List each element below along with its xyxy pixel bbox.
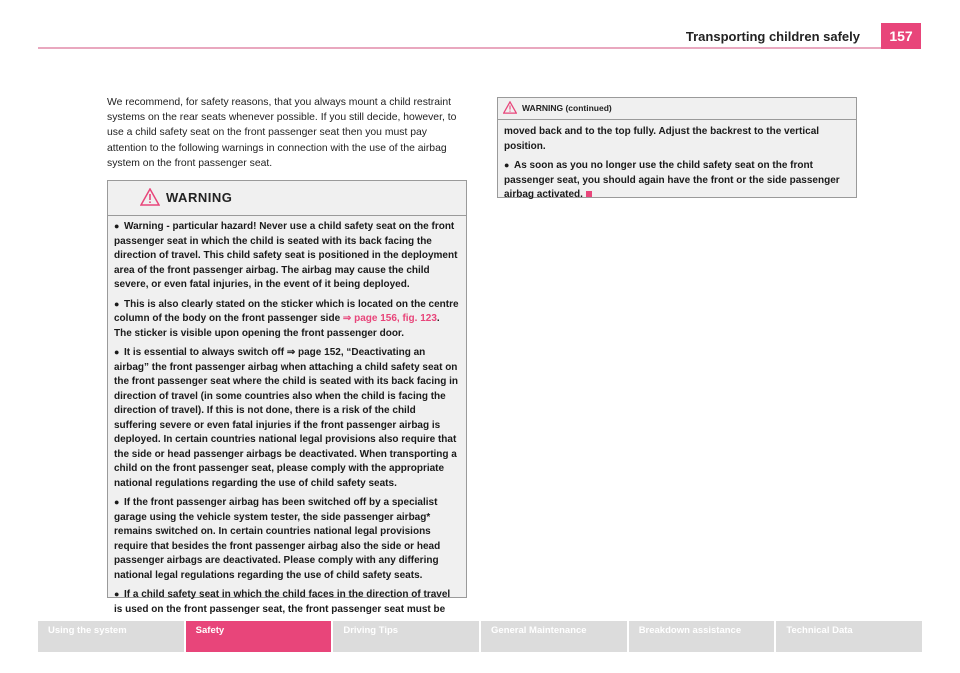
- page-title: Transporting children safely: [685, 29, 860, 44]
- warning-item: ● It is essential to always switch off ⇒ page 152, “Deactivating an airbag” the front passenger airbag when attaching a child safety seat on the front passenger seat where the child is seated with its back facing in direction of travel (in some countries also when the child is facing the direction of travel). If this is not done, there is a risk of the child suffering severe or even fatal injuries if the front passenger airbag is deployed. In certain countries national legal provisions also require that the side or head passenger airbags be deactivated. When transporting a child on the front passenger seat, please comply with the appropriate national regulations regarding the use of child safety seats.: [114, 347, 458, 489]
- warning-item-text: Warning - particular hazard! Never use a child safety seat on the front passenger seat in which the child is seated with its back facing the direction of travel. This child safety seat is positioned in the deployment area of the front passenger airbag. The airbag may cause the child severe, or even fatal injuries, in the event of it being deployed.: [114, 221, 458, 290]
- section-end-marker: [586, 191, 592, 197]
- warning-item-text: If a child safety seat in which the child faces in the direction of travel is used on the front passenger seat, the front passenger seat must be: [114, 589, 451, 615]
- warning-item-text: As soon as you no longer use the child safety seat on the front passenger seat, you should again have the front or the side passenger airbag activated.: [504, 160, 840, 200]
- page-reference-link[interactable]: page 156, fig. 123: [354, 313, 437, 324]
- warning-item: ● This is also clearly stated on the sticker which is located on the centre column of the body on the front passenger side ⇒ page 156, fig. 123. The sticker is visible upon opening the front passenger door.: [114, 298, 459, 339]
- warning-item: ● If the front passenger airbag has been switched off by a specialist garage using the vehicle system tester, the side passenger airbag* remains switched on. In certain countries national legal provisions require that besides the front passenger airbag also the side or head passenger airbags are deactivated. Please comply with any differing national legal regulations regarding the use of child safety seats.: [114, 497, 441, 581]
- arrow-right-icon: ⇒: [286, 347, 296, 358]
- warning-item-text: It is essential to always switch off: [124, 347, 285, 358]
- warning-continued-box: [497, 97, 857, 198]
- warning-box: [107, 180, 467, 615]
- warning-item: ● If a child safety seat in which the child faces in the direction of travel is used on the front passenger seat, the front passenger seat must be: [114, 589, 451, 615]
- warning-header: [108, 181, 466, 216]
- warning-title: WARNING: [166, 190, 233, 205]
- page-number: 157: [881, 23, 921, 49]
- tab-using-the-system[interactable]: Using the system: [38, 621, 184, 652]
- tab-general-maintenance[interactable]: General Maintenance: [481, 621, 627, 652]
- header-divider: [38, 47, 881, 49]
- tab-safety[interactable]: Safety: [186, 621, 332, 652]
- warning-item-text: If the front passenger airbag has been switched off by a specialist garage using the vehicle system tester, the side passenger airbag* remains switched on. In certain countries national legal provisions require that besides the front passenger airbag also the side or head passenger airbags are deactivated. Please comply with any differing national legal regulations regarding the use of child safety seats.: [114, 497, 441, 581]
- warning-item-text: . The sticker is visible upon opening the front passenger door.: [114, 313, 440, 339]
- warning-item: ● Warning - particular hazard! Never use a child safety seat on the front passenger seat in which the child is seated with its back facing the direction of travel. This child safety seat is positioned in the deployment area of the front passenger airbag. The airbag may cause the child severe, or even fatal injuries, in the event of it being deployed.: [114, 221, 458, 290]
- warning-item-text: page 152, “Deactivating an airbag” the front passenger airbag when attaching a child safety seat on the front passenger seat where the child is seated with its back facing in direction of travel (in some countries also when the child is facing the direction of travel). If this is not done, there is a risk of the child suffering severe or even fatal injuries if the front passenger airbag is deployed. In certain countries national legal provisions also require that the side or head passenger airbags be deactivated. When transporting a child on the front passenger seat, please comply with the appropriate national regulations regarding the use of child safety seats.: [114, 347, 458, 489]
- arrow-right-icon: ⇒: [342, 313, 352, 324]
- warning-continued-text: moved back and to the top fully. Adjust the backrest to the vertical position.: [504, 126, 820, 152]
- intro-paragraph: We recommend, for safety reasons, that you always mount a child restraint systems on the rear seats whenever possible. If you still decide, however, to use a child safety seat on the front passenger seat then you must pay attention to the following warnings in connection with the use of the airbag system on the front passenger seat.: [107, 97, 457, 169]
- warning-item: ● As soon as you no longer use the child safety seat on the front passenger seat, you should again have the front or the side passenger airbag activated.: [504, 160, 840, 200]
- chapter-navigation: [38, 621, 922, 652]
- tab-technical-data[interactable]: Technical Data: [776, 621, 922, 652]
- warning-continued-header: [498, 98, 856, 120]
- warning-triangle-icon: [503, 101, 517, 114]
- tab-breakdown-assistance[interactable]: Breakdown assistance: [629, 621, 775, 652]
- tab-driving-tips[interactable]: Driving Tips: [333, 621, 479, 652]
- warning-continued-title: WARNING (continued): [522, 103, 612, 113]
- warning-triangle-icon: [140, 188, 160, 206]
- warning-item-text: This is also clearly stated on the sticker which is located on the centre column of the body on the front passenger side: [114, 298, 459, 324]
